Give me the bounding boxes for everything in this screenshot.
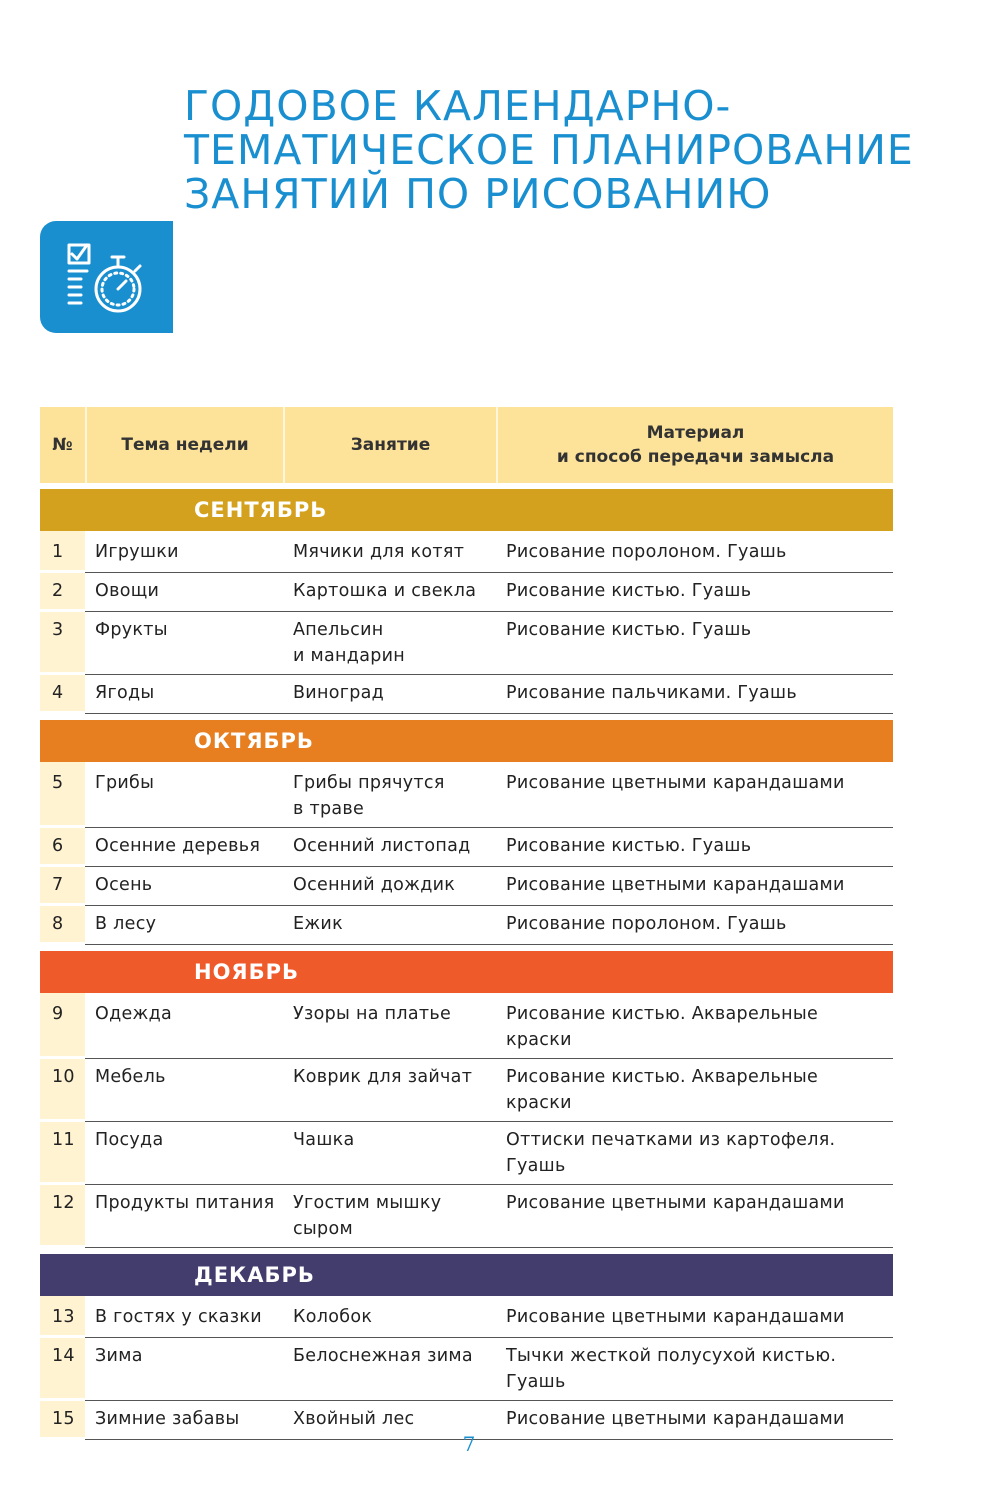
- row-num: 3: [40, 612, 85, 675]
- row-theme: Мебель: [85, 1059, 283, 1122]
- row-num: 5: [40, 762, 85, 828]
- row-num: 8: [40, 906, 85, 945]
- title-line: ГОДОВОЕ КАЛЕНДАРНО-: [184, 82, 732, 130]
- header-lesson: Занятие: [283, 407, 496, 483]
- row-theme: Игрушки: [85, 531, 283, 573]
- title-line: ЗАНЯТИЙ ПО РИСОВАНИЮ: [184, 170, 772, 218]
- table-row: [40, 993, 893, 1059]
- month-band: ОКТЯБРЬ: [40, 720, 893, 762]
- row-material: Рисование кистью. Гуашь: [496, 828, 893, 867]
- row-lesson: Виноград: [283, 675, 496, 714]
- row-lesson: Осенний дождик: [283, 867, 496, 906]
- table-row: [40, 1185, 893, 1248]
- table-row: [40, 612, 893, 675]
- row-theme: Грибы: [85, 762, 283, 828]
- row-lesson: Узоры на платье: [283, 993, 496, 1059]
- row-lesson: Чашка: [283, 1122, 496, 1185]
- month-band: СЕНТЯБРЬ: [40, 489, 893, 531]
- row-lesson: Мячики для котят: [283, 531, 496, 573]
- row-num: 2: [40, 573, 85, 612]
- planning-table: [40, 407, 893, 1440]
- row-theme: Зима: [85, 1338, 283, 1401]
- row-num: 13: [40, 1296, 85, 1338]
- row-num: 1: [40, 531, 85, 573]
- row-num: 14: [40, 1338, 85, 1401]
- row-num: 6: [40, 828, 85, 867]
- row-material: Тычки жесткой полусухой кистью. Гуашь: [496, 1338, 893, 1401]
- row-num: 10: [40, 1059, 85, 1122]
- row-theme: В гостях у сказки: [85, 1296, 283, 1338]
- row-material: Оттиски печатками из картофеля. Гуашь: [496, 1122, 893, 1185]
- month-band: НОЯБРЬ: [40, 951, 893, 993]
- row-lesson: Картошка и свекла: [283, 573, 496, 612]
- table-row: [40, 1059, 893, 1122]
- table-row: [40, 762, 893, 828]
- row-material: Рисование цветными карандашами: [496, 1185, 893, 1248]
- header-num: №: [52, 435, 73, 455]
- row-theme: Осенние деревья: [85, 828, 283, 867]
- row-theme: Овощи: [85, 573, 283, 612]
- row-theme: Одежда: [85, 993, 283, 1059]
- row-material: Рисование кистью. Акварельные краски: [496, 993, 893, 1059]
- row-material: Рисование кистью. Гуашь: [496, 612, 893, 675]
- page-title: [184, 84, 964, 216]
- row-theme: Фрукты: [85, 612, 283, 675]
- row-material: Рисование цветными карандашами: [496, 1401, 893, 1440]
- row-material: Рисование цветными карандашами: [496, 762, 893, 828]
- row-theme: Осень: [85, 867, 283, 906]
- header-theme: Тема недели: [85, 407, 283, 483]
- table-body: [40, 489, 893, 1440]
- table-row: [40, 1338, 893, 1401]
- row-num: 15: [40, 1401, 85, 1440]
- row-material: Рисование цветными карандашами: [496, 867, 893, 906]
- table-row: [40, 531, 893, 573]
- row-theme: Продукты питания: [85, 1185, 283, 1248]
- table-row: [40, 1122, 893, 1185]
- row-lesson: Колобок: [283, 1296, 496, 1338]
- table-row: [40, 573, 893, 612]
- row-material: Рисование кистью. Гуашь: [496, 573, 893, 612]
- row-theme: Посуда: [85, 1122, 283, 1185]
- table-row: [40, 867, 893, 906]
- row-num: 4: [40, 675, 85, 714]
- table-row: [40, 828, 893, 867]
- row-material: Рисование поролоном. Гуашь: [496, 531, 893, 573]
- row-lesson: Хвойный лес: [283, 1401, 496, 1440]
- row-lesson: Ежик: [283, 906, 496, 945]
- page-number: 7: [462, 1432, 476, 1456]
- month-band: ДЕКАБРЬ: [40, 1254, 893, 1296]
- row-lesson: Белоснежная зима: [283, 1338, 496, 1401]
- table-row: [40, 675, 893, 714]
- title-line: ТЕМАТИЧЕСКОЕ ПЛАНИРОВАНИЕ: [184, 126, 914, 174]
- row-material: Рисование поролоном. Гуашь: [496, 906, 893, 945]
- row-theme: В лесу: [85, 906, 283, 945]
- table-row: [40, 906, 893, 945]
- row-num: 9: [40, 993, 85, 1059]
- row-theme: Зимние забавы: [85, 1401, 283, 1440]
- row-lesson: Осенний листопад: [283, 828, 496, 867]
- table-header: [40, 407, 893, 483]
- row-lesson: Угостим мышку сыром: [283, 1185, 496, 1248]
- row-theme: Ягоды: [85, 675, 283, 714]
- row-lesson: Грибы прячутся в траве: [283, 762, 496, 828]
- row-material: Рисование цветными карандашами: [496, 1296, 893, 1338]
- row-num: 7: [40, 867, 85, 906]
- table-row: [40, 1296, 893, 1338]
- row-lesson: Коврик для зайчат: [283, 1059, 496, 1122]
- row-material: Рисование кистью. Акварельные краски: [496, 1059, 893, 1122]
- row-material: Рисование пальчиками. Гуашь: [496, 675, 893, 714]
- row-num: 11: [40, 1122, 85, 1185]
- row-num: 12: [40, 1185, 85, 1248]
- checklist-stopwatch-icon: [40, 221, 173, 333]
- row-lesson: Апельсин и мандарин: [283, 612, 496, 675]
- header-material: Материал и способ передачи замысла: [496, 407, 893, 483]
